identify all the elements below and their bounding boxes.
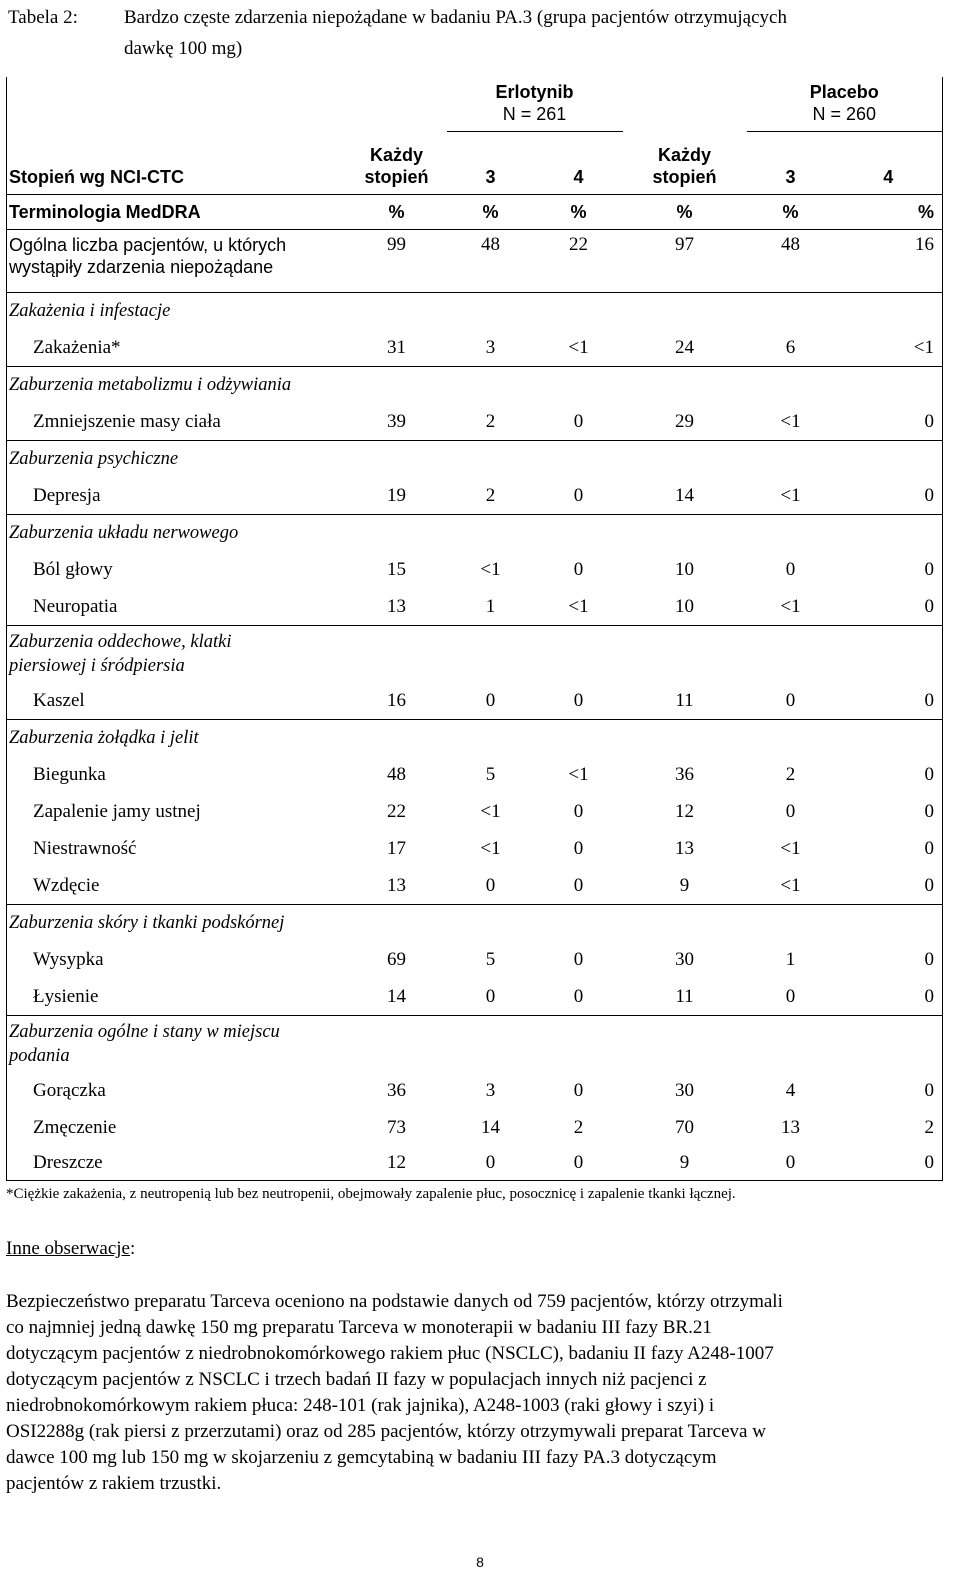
cell-value: 0: [573, 689, 584, 711]
table-row: [7, 1146, 943, 1181]
cell-value: 16: [387, 689, 406, 711]
soc-label: Zakażenia i infestacje: [7, 293, 943, 330]
soc-label: Zaburzenia ogólne i stany w miejscu podania: [7, 1016, 943, 1073]
cell-value: <1: [568, 336, 589, 358]
cell-value: 0: [924, 689, 935, 711]
cell-value: 48: [781, 234, 801, 255]
cell-value: 0: [747, 1146, 835, 1181]
paragraph-line: dawce 100 mg lub 150 mg w skojarzeniu z gemcytabiną w badaniu III fazy PA.3 dotyczącym: [6, 1447, 717, 1468]
soc-label: Zaburzenia oddechowe, klatki piersiowej i śródpiersia: [7, 626, 943, 683]
term-label: Depresja: [33, 484, 101, 506]
paragraph-line: niedrobnokomórkowym rakiem płuca: 248-101 (rak jajnika), A248-1003 (raki głowy i szyi) i: [6, 1395, 715, 1416]
cell-value: 0: [573, 948, 584, 970]
soc-row: [7, 905, 943, 942]
cell-value: 29: [675, 410, 695, 432]
cell-value: 0: [924, 410, 935, 432]
cell-value: 3: [485, 1079, 496, 1101]
cell-value: 13: [387, 595, 406, 617]
term-label: Gorączka: [33, 1079, 106, 1101]
table-row: [7, 941, 943, 978]
soc-row: [7, 1016, 943, 1073]
cell-value: 14: [675, 484, 695, 506]
soc-row: [7, 441, 943, 478]
cell-value: 11: [675, 689, 694, 711]
other-observations-paragraph: [6, 1289, 950, 1497]
cell-value: <1: [480, 837, 501, 859]
term-label: Łysienie: [33, 985, 99, 1007]
cell-value: 16: [915, 234, 935, 255]
paragraph-line: dotyczącym pacjentów z NSCLC i trzech badań II fazy w populacjach innych niż pacjenci z: [6, 1369, 707, 1390]
cell-value: 0: [924, 985, 935, 1007]
cell-value: 0: [535, 1146, 623, 1181]
cell-value: <1: [913, 336, 935, 358]
adverse-events-table: [6, 77, 943, 1181]
cell-value: 1: [785, 948, 796, 970]
erlotinib-grade-3: 3: [447, 132, 535, 195]
table-row: [7, 978, 943, 1016]
table-row: [7, 1072, 943, 1109]
placebo-group-header: Placebo N = 260: [747, 77, 943, 132]
term-label: Zakażenia*: [33, 336, 121, 358]
percent-unit: %: [535, 195, 623, 230]
table-row: [7, 793, 943, 830]
caption-label: Tabela 2:: [8, 7, 78, 28]
paragraph-line: dotyczącym pacjentów z niedrobnokomórkowego rakiem płuc (NSCLC), badaniu II fazy A248-1007: [6, 1343, 774, 1364]
term-label: Biegunka: [33, 763, 106, 785]
cell-value: 0: [785, 689, 796, 711]
term-label: Zapalenie jamy ustnej: [33, 800, 201, 822]
cell-value: <1: [480, 558, 501, 580]
overall-label: Ogólna liczba pacjentów, u których wystąpiły zdarzenia niepożądane: [9, 235, 287, 277]
paragraph-line: OSI2288g (rak piersi z przerzutami) oraz od 285 pacjentów, którzy otrzymywali preparat Tarceva w: [6, 1421, 766, 1442]
cell-value: 10: [675, 595, 695, 617]
table-row: [7, 588, 943, 626]
percent-unit: %: [835, 195, 943, 230]
page-number: 8: [476, 1554, 484, 1570]
percent-unit: %: [447, 195, 535, 230]
cell-value: 2: [485, 484, 496, 506]
table-row: [7, 477, 943, 515]
cell-value: <1: [480, 800, 501, 822]
cell-value: 0: [785, 985, 796, 1007]
term-label: Zmęczenie: [33, 1116, 117, 1138]
table-row: [7, 1109, 943, 1146]
cell-value: <1: [780, 837, 801, 859]
cell-value: 0: [924, 558, 935, 580]
cell-value: 30: [675, 948, 695, 970]
cell-value: 39: [387, 410, 406, 432]
cell-value: 1: [485, 595, 496, 617]
cell-value: 97: [675, 234, 695, 255]
cell-value: 0: [924, 837, 935, 859]
table-row: [7, 329, 943, 367]
cell-value: 0: [485, 985, 496, 1007]
cell-value: 4: [785, 1079, 796, 1101]
placebo-grade-4: 4: [835, 132, 943, 195]
table-row: [7, 403, 943, 441]
cell-value: 5: [485, 763, 496, 785]
cell-value: 0: [447, 1146, 535, 1181]
soc-row: [7, 626, 943, 683]
cell-value: 9: [623, 1146, 747, 1181]
cell-value: <1: [780, 595, 801, 617]
percent-unit: %: [347, 195, 447, 230]
cell-value: 9: [679, 874, 690, 896]
cell-value: 73: [387, 1116, 406, 1138]
table-row: [7, 756, 943, 793]
header-row-groups: [7, 77, 943, 132]
cell-value: 0: [573, 985, 584, 1007]
cell-value: 0: [573, 837, 584, 859]
term-label: Niestrawność: [33, 837, 137, 859]
cell-value: <1: [780, 874, 801, 896]
soc-label: Zaburzenia metabolizmu i odżywiania: [7, 367, 943, 404]
cell-value: 0: [924, 484, 935, 506]
cell-value: 2: [785, 763, 796, 785]
cell-value: 69: [387, 948, 406, 970]
cell-value: 0: [573, 484, 584, 506]
table-row: [7, 830, 943, 867]
cell-value: 17: [387, 837, 406, 859]
soc-row: [7, 720, 943, 757]
cell-value: 0: [924, 948, 935, 970]
terminology-label: Terminologia MedDRA: [7, 195, 347, 230]
cell-value: 5: [485, 948, 496, 970]
cell-value: 12: [347, 1146, 447, 1181]
cell-value: 0: [924, 874, 935, 896]
term-label: Ból głowy: [33, 558, 113, 580]
cell-value: <1: [780, 484, 801, 506]
soc-row: [7, 515, 943, 552]
cell-value: 0: [785, 558, 796, 580]
cell-value: 0: [573, 874, 584, 896]
cell-value: 0: [573, 1079, 584, 1101]
cell-value: 30: [675, 1079, 695, 1101]
table-row: [7, 682, 943, 720]
cell-value: 0: [924, 1079, 935, 1101]
cell-value: 13: [387, 874, 406, 896]
cell-value: 11: [675, 985, 694, 1007]
overall-row: [7, 230, 943, 293]
soc-row: [7, 367, 943, 404]
cell-value: 0: [835, 1146, 943, 1181]
cell-value: 48: [481, 234, 500, 255]
cell-value: 24: [675, 336, 695, 358]
soc-label: Zaburzenia układu nerwowego: [7, 515, 943, 552]
cell-value: 6: [785, 336, 796, 358]
cell-value: 14: [481, 1116, 500, 1138]
cell-value: 22: [569, 234, 588, 255]
cell-value: 13: [781, 1116, 801, 1138]
cell-value: 0: [485, 689, 496, 711]
cell-value: 0: [573, 558, 584, 580]
term-label: Neuropatia: [33, 595, 118, 617]
erlotinib-grade-4: 4: [535, 132, 623, 195]
cell-value: 36: [387, 1079, 406, 1101]
cell-value: 0: [573, 800, 584, 822]
cell-value: <1: [568, 595, 589, 617]
cell-value: 0: [573, 410, 584, 432]
cell-value: 10: [675, 558, 695, 580]
percent-unit: %: [747, 195, 835, 230]
erlotinib-any-grade: Każdy stopień: [347, 132, 447, 195]
soc-label: Zaburzenia skóry i tkanki podskórnej: [7, 905, 943, 942]
cell-value: 99: [387, 234, 406, 255]
table-row: [7, 867, 943, 905]
header-row-terminology: [7, 195, 943, 230]
cell-value: 14: [387, 985, 406, 1007]
cell-value: 2: [485, 410, 496, 432]
soc-label: Zaburzenia psychiczne: [7, 441, 943, 478]
cell-value: 22: [387, 800, 406, 822]
term-label: Dreszcze: [7, 1146, 347, 1181]
cell-value: 13: [675, 837, 695, 859]
cell-value: <1: [780, 410, 801, 432]
cell-value: 0: [924, 595, 935, 617]
adverse-event-groups: [7, 293, 943, 1181]
table-row: [7, 551, 943, 588]
cell-value: 48: [387, 763, 406, 785]
term-label: Kaszel: [33, 689, 85, 711]
cell-value: 3: [485, 336, 496, 358]
cell-value: 2: [573, 1116, 584, 1138]
cell-value: 2: [924, 1116, 935, 1138]
cell-value: <1: [568, 763, 589, 785]
term-label: Zmniejszenie masy ciała: [33, 410, 221, 432]
cell-value: 36: [675, 763, 695, 785]
cell-value: 0: [785, 800, 796, 822]
header-row-grades: [7, 132, 943, 195]
cell-value: 0: [924, 800, 935, 822]
paragraph-line: Bezpieczeństwo preparatu Tarceva oceniono na podstawie danych od 759 pacjentów, którzy otrzymali: [6, 1291, 783, 1312]
footnote: *Ciężkie zakażenia, z neutropenią lub bez neutropenii, obejmowały zapalenie płuc, posocznicę i zapalenie tkanki łącznej.: [6, 1186, 736, 1202]
cell-value: 15: [387, 558, 406, 580]
cell-value: 0: [924, 763, 935, 785]
soc-row: [7, 293, 943, 330]
term-label: Wysypka: [33, 948, 104, 970]
cell-value: 19: [387, 484, 406, 506]
percent-unit: %: [623, 195, 747, 230]
cell-value: 31: [387, 336, 406, 358]
soc-label: Zaburzenia żołądka i jelit: [7, 720, 943, 757]
term-label: Wzdęcie: [33, 874, 100, 896]
caption-text: Bardzo częste zdarzenia niepożądane w badaniu PA.3 (grupa pacjentów otrzymujących dawkę 100 mg): [124, 7, 787, 59]
other-observations-heading: Inne obserwacje:: [6, 1238, 136, 1259]
placebo-grade-3: 3: [747, 132, 835, 195]
paragraph-line: pacjentów z rakiem trzustki.: [6, 1473, 222, 1494]
placebo-any-grade: Każdy stopień: [623, 132, 747, 195]
cell-value: 12: [675, 800, 695, 822]
grade-label: Stopień wg NCI-CTC: [7, 132, 347, 195]
cell-value: 70: [675, 1116, 695, 1138]
erlotinib-group-header: Erlotynib N = 261: [447, 77, 623, 132]
paragraph-line: co najmniej jedną dawkę 150 mg preparatu Tarceva w monoterapii w badaniu III fazy BR.21: [6, 1317, 712, 1338]
cell-value: 0: [485, 874, 496, 896]
